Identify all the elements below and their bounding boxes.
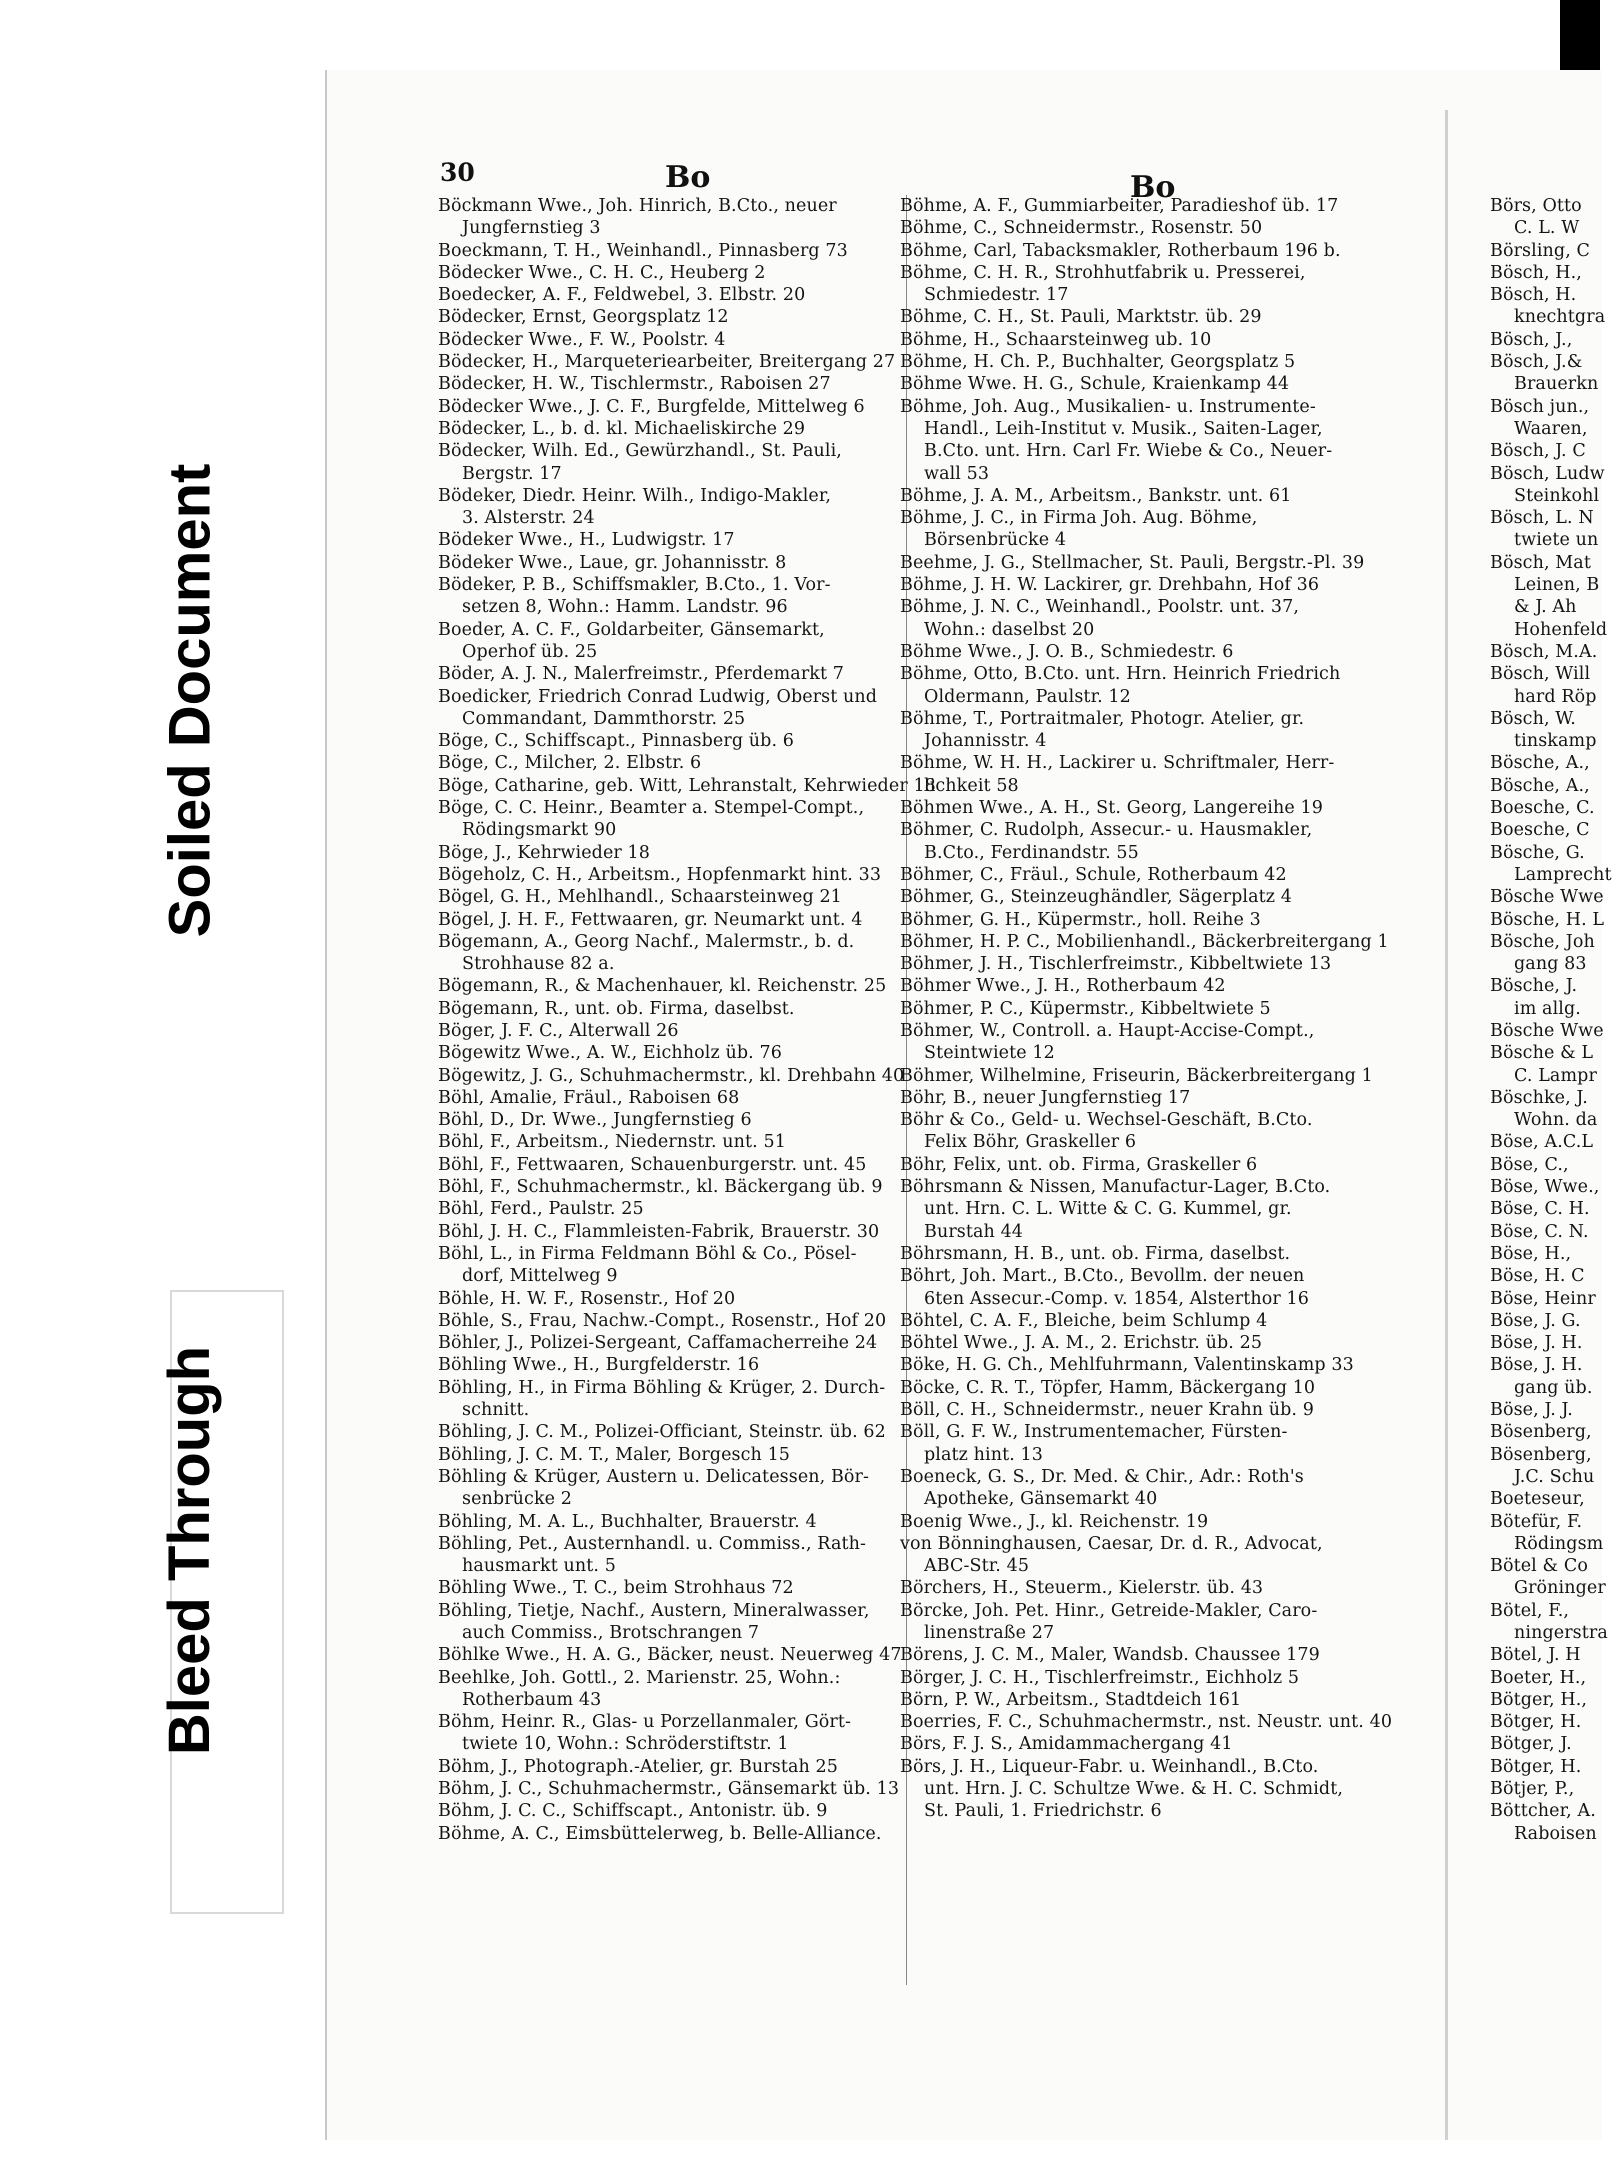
directory-entry: Bösch, M.A. (1490, 641, 1598, 662)
directory-entry: Bösche, H. L (1490, 909, 1605, 930)
directory-entry: Börs, F. J. S., Amidammachergang 41 (900, 1734, 1233, 1755)
directory-entry: Böse, A.C.L (1490, 1132, 1594, 1153)
directory-entry: Bötefür, F. (1490, 1511, 1583, 1532)
directory-entry: Böhmer, C., Fräul., Schule, Rotherbaum 42 (900, 864, 1287, 885)
directory-entry: Bergstr. 17 (462, 463, 562, 484)
directory-entry: Böhl, D., Dr. Wwe., Jungfernstieg 6 (438, 1110, 752, 1131)
directory-entry: ABC-Str. 45 (924, 1556, 1030, 1577)
directory-entry: setzen 8, Wohn.: Hamm. Landstr. 96 (462, 597, 788, 618)
directory-entry: Bösch, J. C (1490, 441, 1586, 462)
directory-entry: Operhof üb. 25 (462, 641, 598, 662)
directory-entry: Böhmer, H. P. C., Mobilienhandl., Bäckerbreitergang 1 (900, 931, 1389, 952)
directory-entry: Börsling, C (1490, 240, 1591, 261)
directory-entry: Boesche, C. (1490, 798, 1595, 819)
directory-entry: schnitt. (462, 1400, 530, 1421)
directory-entry: Strohhause 82 a. (462, 954, 615, 975)
directory-entry: Böhtel Wwe., J. A. M., 2. Erichstr. üb. 25 (900, 1333, 1263, 1354)
directory-entry: Böhmer, G. H., Küpermstr., holl. Reihe 3 (900, 909, 1261, 930)
directory-entry: Böhmen Wwe., A. H., St. Georg, Langereihe 19 (900, 798, 1323, 819)
page-gutter-edge (1445, 110, 1448, 2140)
directory-entry: Bösch, H. (1490, 285, 1577, 306)
directory-entry: Böhme, C. H. R., Strohhutfabrik u. Presserei, (900, 262, 1306, 283)
directory-entry: Hohenfeld (1514, 619, 1608, 640)
directory-entry: Böschke, J. (1490, 1087, 1588, 1108)
directory-entry: Börsenbrücke 4 (924, 530, 1067, 551)
directory-entry: & J. Ah (1514, 597, 1577, 618)
directory-entry: tinskamp (1514, 731, 1597, 752)
directory-entry: Böse, H. C (1490, 1266, 1585, 1287)
directory-entry: unt. Hrn. C. L. Witte & C. G. Kummel, gr. (924, 1199, 1292, 1220)
directory-entry: ningerstra (1514, 1623, 1608, 1643)
directory-entry: Böhr, B., neuer Jungfernstieg 17 (900, 1087, 1191, 1108)
directory-entry: Böhme, C. H., St. Pauli, Marktstr. üb. 29 (900, 307, 1262, 328)
directory-entry: Felix Böhr, Graskeller 6 (924, 1132, 1137, 1153)
directory-entry: Böge, J., Kehrwieder 18 (438, 842, 651, 863)
scan-corner-shadow (1560, 0, 1600, 70)
directory-entry: Böhl, Ferd., Paulstr. 25 (438, 1199, 644, 1220)
directory-entry: Bösch, H., (1490, 262, 1582, 283)
column-heading-left: Bo (665, 160, 711, 195)
directory-entry: 3. Alsterstr. 24 (462, 508, 595, 529)
directory-entry: Bögemann, A., Georg Nachf., Malermstr., b. d. (438, 931, 855, 952)
directory-entry: Steintwiete 12 (924, 1043, 1055, 1064)
directory-entry: Bötger, H., (1490, 1689, 1588, 1710)
directory-entry: Böhr & Co., Geld- u. Wechsel-Geschäft, B.Cto. (900, 1110, 1313, 1131)
directory-entry: Bösch, J., (1490, 329, 1573, 350)
directory-entry: Böhmer, C. Rudolph, Assecur.- u. Hausmakler, (900, 820, 1313, 841)
directory-entry: Böger, J. F. C., Alterwall 26 (438, 1020, 679, 1041)
directory-entry: Oldermann, Paulstr. 12 (924, 686, 1131, 707)
directory-entry: Bösenberg, (1490, 1422, 1592, 1443)
directory-entry: Boeter, H., (1490, 1667, 1587, 1688)
directory-entry: Böse, J. H. (1490, 1333, 1583, 1354)
directory-entry: twiete un (1514, 530, 1599, 551)
directory-column-middle (900, 195, 1393, 1823)
directory-entry: Böhme, W. H. H., Lackirer u. Schriftmaler, Herr- (900, 753, 1335, 774)
directory-entry: Böder, A. J. N., Malerfreimstr., Pferdemarkt 7 (438, 664, 845, 685)
directory-entry: senbrücke 2 (462, 1489, 573, 1510)
directory-entry: Böll, C. H., Schneidermstr., neuer Krahn üb. 9 (900, 1400, 1314, 1421)
directory-entry: Bötel & Co (1490, 1556, 1589, 1577)
directory-entry: Bösch, W. (1490, 708, 1576, 729)
directory-entry: Boeckmann, T. H., Weinhandl., Pinnasberg 73 (438, 240, 848, 261)
directory-entry: Bösch, Mat (1490, 552, 1591, 573)
directory-entry: Böge, C., Schiffscapt., Pinnasberg üb. 6 (438, 731, 795, 752)
directory-entry: Böll, G. F. W., Instrumentemacher, Fürsten- (900, 1422, 1288, 1443)
directory-entry: Bögemann, R., & Machenhauer, kl. Reichenstr. 25 (438, 976, 887, 997)
directory-entry: Böhme, J. H. W. Lackirer, gr. Drehbahn, Hof 36 (900, 575, 1320, 596)
directory-entry: Böckmann Wwe., Joh. Hinrich, B.Cto., neuer (438, 196, 837, 216)
directory-entry: Bögeholz, C. H., Arbeitsm., Hopfenmarkt hint. 33 (438, 864, 882, 885)
directory-entry: auch Commiss., Brotschrangen 7 (462, 1623, 760, 1643)
directory-entry: Rödingsmarkt 90 (462, 820, 617, 841)
directory-entry: hausmarkt unt. 5 (462, 1556, 616, 1577)
directory-entry: Böhrsmann & Nissen, Manufactur-Lager, B.Cto. (900, 1177, 1331, 1198)
directory-entry: Böhm, J. C., Schuhmachermstr., Gänsemarkt üb. 13 (438, 1779, 900, 1800)
directory-entry: C. Lampr (1514, 1065, 1597, 1086)
directory-entry: Böse, Heinr (1490, 1288, 1596, 1309)
directory-entry: Börn, P. W., Arbeitsm., Stadtdeich 161 (900, 1689, 1242, 1710)
directory-entry: Bösche Wwe (1490, 887, 1604, 908)
directory-entry: Börchers, H., Steuerm., Kielerstr. üb. 43 (900, 1578, 1264, 1599)
directory-entry: Böse, H., (1490, 1243, 1572, 1264)
directory-entry: Bödecker Wwe., C. H. C., Heuberg 2 (438, 262, 766, 283)
directory-entry: Böhl, F., Fettwaaren, Schauenburgerstr. unt. 45 (438, 1154, 867, 1175)
directory-entry: Bödecker, H. W., Tischlermstr., Raboisen 27 (438, 374, 831, 395)
directory-entry: Bödecker, Ernst, Georgsplatz 12 (438, 307, 729, 328)
directory-entry: Börs, J. H., Liqueur-Fabr. u. Weinhandl., B.Cto. (900, 1756, 1319, 1777)
directory-entry: Boeneck, G. S., Dr. Med. & Chir., Adr.: Roth's (900, 1466, 1304, 1487)
directory-entry: Böhm, Heinr. R., Glas- u Porzellanmaler, Gört- (438, 1712, 852, 1733)
directory-entry: Böke, H. G. Ch., Mehlfuhrmann, Valentinskamp 33 (900, 1355, 1354, 1376)
directory-entry: Böhr, Felix, unt. ob. Firma, Graskeller 6 (900, 1154, 1258, 1175)
directory-entry: Bösch, J.& (1490, 352, 1583, 373)
directory-entry: Böhmer, Wilhelmine, Friseurin, Bäckerbreitergang 1 (900, 1065, 1373, 1086)
directory-entry: Jungfernstieg 3 (462, 218, 601, 239)
directory-entry: Börs, Otto (1490, 196, 1582, 216)
directory-entry: J.C. Schu (1514, 1466, 1595, 1487)
directory-entry: Boerries, F. C., Schuhmachermstr., nst. Neustr. unt. 40 (900, 1712, 1393, 1733)
directory-entry: twiete 10, Wohn.: Schröderstiftstr. 1 (462, 1734, 789, 1755)
directory-entry: Bötger, J. (1490, 1734, 1572, 1755)
directory-entry: Böhme, Joh. Aug., Musikalien- u. Instrumente- (900, 396, 1316, 417)
directory-entry: Leinen, B (1514, 575, 1600, 596)
directory-entry: gang 83 (1514, 954, 1587, 975)
soiled-document-label: Soiled Document (157, 463, 223, 937)
directory-entry: Bösenberg, (1490, 1444, 1592, 1465)
directory-entry: Bösche, A., (1490, 753, 1590, 774)
directory-entry: wall 53 (924, 463, 990, 484)
directory-entry: von Bönninghausen, Caesar, Dr. d. R., Advocat, (900, 1533, 1323, 1554)
directory-entry: Brauerkn (1514, 374, 1599, 395)
directory-entry: Rotherbaum 43 (462, 1689, 602, 1710)
directory-entry: Boedicker, Friedrich Conrad Ludwig, Oberst und (438, 686, 878, 707)
directory-entry: Böhrsmann, H. B., unt. ob. Firma, daselbst. (900, 1243, 1291, 1264)
directory-entry: Böhmer, P. C., Küpermstr., Kibbeltwiete 5 (900, 998, 1271, 1019)
directory-entry: Commandant, Dammthorstr. 25 (462, 708, 746, 729)
directory-entry: Böse, C. H. (1490, 1199, 1590, 1220)
directory-entry: Böhme, J. N. C., Weinhandl., Poolstr. unt. 37, (900, 597, 1299, 618)
directory-entry: Bödecker, H., Marqueteriearbeiter, Breitergang 27 (438, 352, 896, 373)
directory-entry: Böttcher, A. (1490, 1801, 1596, 1822)
directory-entry: Böhme, Carl, Tabacksmakler, Rotherbaum 196 b. (900, 240, 1341, 261)
directory-entry: Boedecker, A. F., Feldwebel, 3. Elbstr. 20 (438, 285, 806, 306)
directory-entry: Böhl, F., Arbeitsm., Niedernstr. unt. 51 (438, 1132, 786, 1153)
page-number: 30 (440, 158, 475, 187)
directory-entry: Burstah 44 (924, 1221, 1024, 1242)
directory-entry: Böse, J. J. (1490, 1400, 1573, 1421)
directory-entry: Wohn. da (1514, 1110, 1598, 1131)
directory-entry: Böcke, C. R. T., Töpfer, Hamm, Bäckergang 10 (900, 1377, 1316, 1398)
directory-entry: Böhme, J. C., in Firma Joh. Aug. Böhme, (900, 508, 1258, 529)
directory-entry: B.Cto., Ferdinandstr. 55 (924, 842, 1139, 863)
directory-entry: 6ten Assecur.-Comp. v. 1854, Alsterthor 16 (924, 1288, 1309, 1309)
directory-entry: Bötger, H. (1490, 1756, 1582, 1777)
directory-entry: dorf, Mittelweg 9 (462, 1266, 618, 1287)
directory-column-right (1490, 195, 1612, 1845)
directory-entry: Waaren, (1514, 418, 1588, 439)
directory-entry: Böhling Wwe., T. C., beim Strohhaus 72 (438, 1578, 794, 1599)
directory-entry: Bösche Wwe (1490, 1020, 1604, 1041)
directory-entry: C. L. W (1514, 218, 1580, 239)
directory-entry: Böhtel, C. A. F., Bleiche, beim Schlump 4 (900, 1310, 1268, 1331)
directory-entry: Böhm, J., Photograph.-Atelier, gr. Burstah 25 (438, 1756, 838, 1777)
directory-entry: Bösch jun., (1490, 396, 1590, 417)
directory-entry: Bödeker, P. B., Schiffsmakler, B.Cto., 1. Vor- (438, 575, 831, 596)
directory-entry: Börens, J. C. M., Maler, Wandsb. Chaussee 179 (900, 1645, 1320, 1666)
directory-entry: Handl., Leih-Institut v. Musik., Saiten-Lager, (924, 418, 1323, 439)
directory-entry: Steinkohl (1514, 485, 1600, 506)
directory-entry: Böhme, H. Ch. P., Buchhalter, Georgsplatz 5 (900, 352, 1296, 373)
directory-entry: Johannisstr. 4 (924, 731, 1047, 752)
directory-entry: Böhling & Krüger, Austern u. Delicatessen, Bör- (438, 1466, 870, 1487)
directory-entry: Bödeker, Diedr. Heinr. Wilh., Indigo-Makler, (438, 485, 832, 506)
directory-entry: Bögemann, R., unt. ob. Firma, daselbst. (438, 998, 795, 1019)
directory-entry: gang üb. (1514, 1377, 1593, 1398)
directory-entry: Böhme, J. A. M., Arbeitsm., Bankstr. unt. 61 (900, 485, 1292, 506)
directory-entry: Böhrt, Joh. Mart., B.Cto., Bevollm. der neuen (900, 1266, 1305, 1287)
directory-entry: Böhling, Tietje, Nachf., Austern, Mineralwasser, (438, 1600, 870, 1621)
directory-entry: Böhling, J. C. M., Polizei-Officiant, Steinstr. üb. 62 (438, 1422, 886, 1443)
directory-entry: Böhme, H., Schaarsteinweg ub. 10 (900, 329, 1212, 350)
directory-entry: Lamprecht (1514, 864, 1612, 885)
directory-entry: B.Cto. unt. Hrn. Carl Fr. Wiebe & Co., Neuer- (924, 441, 1333, 462)
directory-entry: Böhmer, G., Steinzeughändler, Sägerplatz 4 (900, 887, 1292, 908)
directory-entry: Bösche, A., (1490, 775, 1590, 796)
directory-entry: Böhme, A. C., Eimsbüttelerweg, b. Belle-Alliance. (438, 1823, 882, 1844)
directory-entry: Boeteseur, (1490, 1489, 1585, 1510)
directory-entry: Bödecker Wwe., F. W., Poolstr. 4 (438, 329, 726, 350)
directory-entry: Böhl, L., in Firma Feldmann Böhl & Co., Pösel- (438, 1243, 857, 1264)
directory-entry: Bösch, L. N (1490, 508, 1594, 529)
directory-entry: Bötjer, P., (1490, 1779, 1575, 1800)
directory-entry: Böse, C., (1490, 1154, 1569, 1175)
directory-entry: Bödeker Wwe., Laue, gr. Johannisstr. 8 (438, 552, 787, 573)
directory-entry: Böhme, C., Schneidermstr., Rosenstr. 50 (900, 218, 1263, 239)
directory-entry: Bögel, G. H., Mehlhandl., Schaarsteinweg 21 (438, 887, 842, 908)
directory-entry: Böhme, T., Portraitmaler, Photogr. Atelier, gr. (900, 708, 1305, 729)
directory-entry: Bötel, J. H (1490, 1645, 1581, 1666)
directory-entry: Böhme, Otto, B.Cto. unt. Hrn. Heinrich Friedrich (900, 664, 1341, 685)
directory-entry: Böge, C. C. Heinr., Beamter a. Stempel-Compt., (438, 798, 865, 819)
directory-entry: Gröninger (1514, 1578, 1606, 1599)
directory-entry: Bösche & L (1490, 1043, 1594, 1064)
directory-entry: Böse, J. G. (1490, 1310, 1581, 1331)
directory-entry: Böhl, J. H. C., Flammleisten-Fabrik, Brauerstr. 30 (438, 1221, 880, 1242)
directory-entry: Bögel, J. H. F., Fettwaaren, gr. Neumarkt unt. 4 (438, 909, 863, 930)
directory-entry: Böhmer, W., Controll. a. Haupt-Accise-Compt., (900, 1020, 1315, 1041)
directory-entry: Böhme Wwe., J. O. B., Schmiedestr. 6 (900, 641, 1234, 662)
directory-entry: Böhling Wwe., H., Burgfelderstr. 16 (438, 1355, 760, 1376)
directory-entry: Böhle, H. W. F., Rosenstr., Hof 20 (438, 1288, 736, 1309)
directory-entry: Böhme, A. F., Gummiarbeiter, Paradieshof üb. 17 (900, 196, 1339, 216)
directory-entry: Böhme Wwe. H. G., Schule, Kraienkamp 44 (900, 374, 1290, 395)
directory-entry: Bödeker Wwe., H., Ludwigstr. 17 (438, 530, 735, 551)
directory-entry: Böse, C. N. (1490, 1221, 1589, 1242)
directory-entry: Boenig Wwe., J., kl. Reichenstr. 19 (900, 1511, 1209, 1532)
directory-entry: Böse, J. H. (1490, 1355, 1583, 1376)
directory-entry: Bötel, F., (1490, 1600, 1570, 1621)
directory-entry: Boesche, C (1490, 820, 1590, 841)
directory-entry: Bösch, Will (1490, 664, 1591, 685)
directory-entry: Apotheke, Gänsemarkt 40 (924, 1489, 1158, 1510)
bleed-through-label: Bleed Through (157, 1345, 223, 1755)
directory-entry: hard Röp (1514, 686, 1597, 707)
directory-entry: Böhling, H., in Firma Böhling & Krüger, 2. Durch- (438, 1377, 886, 1398)
directory-entry: linenstraße 27 (924, 1623, 1055, 1643)
directory-entry: platz hint. 13 (924, 1444, 1044, 1465)
directory-entry: Böhmer Wwe., J. H., Rotherbaum 42 (900, 976, 1226, 997)
directory-entry: Böhling, Pet., Austernhandl. u. Commiss., Rath- (438, 1533, 867, 1554)
directory-entry: Bösche, G. (1490, 842, 1585, 863)
directory-entry: Böge, C., Milcher, 2. Elbstr. 6 (438, 753, 702, 774)
directory-entry: knechtgra (1514, 307, 1606, 328)
directory-entry: Böge, Catharine, geb. Witt, Lehranstalt, Kehrwieder 18 (438, 775, 936, 796)
directory-entry: Böhl, Amalie, Fräul., Raboisen 68 (438, 1087, 740, 1108)
directory-entry: Börger, J. C. H., Tischlerfreimstr., Eichholz 5 (900, 1667, 1300, 1688)
directory-entry: lichkeit 58 (924, 775, 1019, 796)
directory-entry: Bödecker, Wilh. Ed., Gewürzhandl., St. Pauli, (438, 441, 842, 462)
directory-entry: Beehme, J. G., Stellmacher, St. Pauli, Bergstr.-Pl. 39 (900, 552, 1365, 573)
directory-entry: Raboisen (1514, 1823, 1597, 1844)
directory-entry: Bösch, Ludw (1490, 463, 1605, 484)
directory-entry: Böhling, M. A. L., Buchhalter, Brauerstr. 4 (438, 1511, 817, 1532)
directory-entry: Börcke, Joh. Pet. Hinr., Getreide-Makler, Caro- (900, 1600, 1318, 1621)
directory-entry: Bögewitz, J. G., Schuhmachermstr., kl. Drehbahn 40 (438, 1065, 905, 1086)
directory-column-left (438, 195, 936, 1845)
directory-entry: Böse, Wwe., (1490, 1177, 1600, 1198)
column-heading-middle: Bo (1130, 170, 1176, 205)
directory-entry: Bösche, Joh (1490, 931, 1595, 952)
directory-entry: Bötger, H. (1490, 1712, 1582, 1733)
directory-entry: Boeder, A. C. F., Goldarbeiter, Gänsemarkt, (438, 619, 825, 640)
directory-entry: Wohn.: daselbst 20 (924, 619, 1095, 640)
directory-entry: Bödecker Wwe., J. C. F., Burgfelde, Mittelweg 6 (438, 396, 865, 417)
directory-entry: unt. Hrn. J. C. Schultze Wwe. & H. C. Schmidt, (924, 1779, 1344, 1800)
directory-entry: Schmiedestr. 17 (924, 285, 1069, 306)
directory-entry: Beehlke, Joh. Gottl., 2. Marienstr. 25, Wohn.: (438, 1667, 841, 1688)
directory-entry: Bödecker, L., b. d. kl. Michaeliskirche 29 (438, 418, 806, 439)
directory-entry: Böhlke Wwe., H. A. G., Bäcker, neust. Neuerweg 47 (438, 1645, 902, 1666)
directory-entry: im allg. (1514, 998, 1581, 1019)
directory-entry: Böhl, F., Schuhmachermstr., kl. Bäckergang üb. 9 (438, 1177, 883, 1198)
directory-entry: Böhler, J., Polizei-Sergeant, Caffamacherreihe 24 (438, 1333, 878, 1354)
directory-entry: Böhling, J. C. M. T., Maler, Borgesch 15 (438, 1444, 791, 1465)
directory-entry: Böhle, S., Frau, Nachw.-Compt., Rosenstr., Hof 20 (438, 1310, 887, 1331)
directory-entry: Bögewitz Wwe., A. W., Eichholz üb. 76 (438, 1043, 782, 1064)
directory-entry: Rödingsm (1514, 1533, 1604, 1554)
directory-entry: St. Pauli, 1. Friedrichstr. 6 (924, 1801, 1162, 1822)
directory-entry: Böhmer, J. H., Tischlerfreimstr., Kibbeltwiete 13 (900, 954, 1332, 975)
directory-entry: Bösche, J. (1490, 976, 1578, 997)
directory-entry: Böhm, J. C. C., Schiffscapt., Antonistr. üb. 9 (438, 1801, 828, 1822)
